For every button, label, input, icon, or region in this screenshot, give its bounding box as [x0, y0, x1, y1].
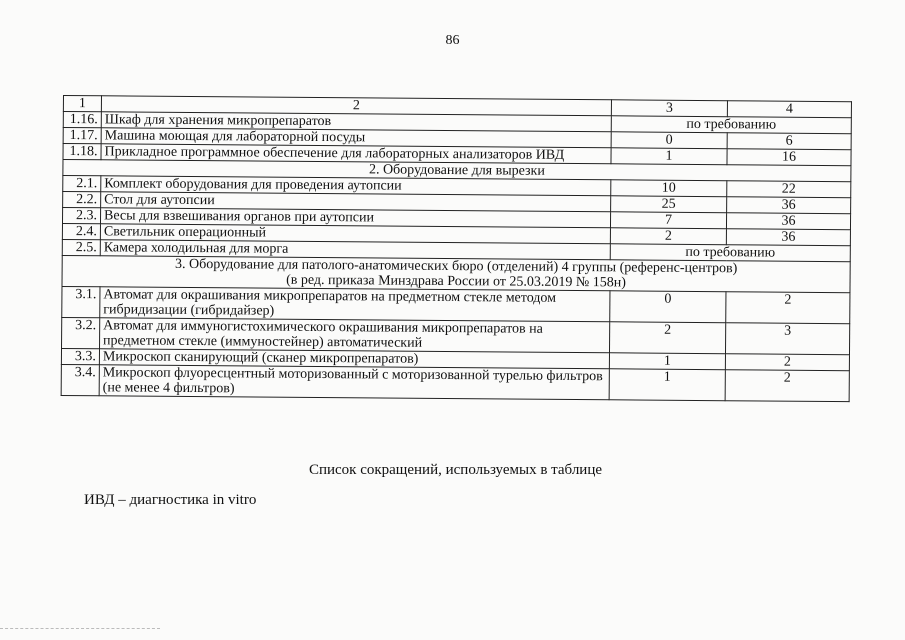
quantity-merged: по требованию — [610, 244, 850, 262]
section-title: 2. Оборудование для вырезки — [63, 160, 851, 182]
quantity-col4: 36 — [726, 213, 850, 230]
item-number: 2.1. — [63, 176, 101, 192]
item-name: Весы для взвешивания органов при аутопсии — [100, 208, 610, 228]
quantity-col3: 2 — [610, 228, 726, 245]
header-cell: 3 — [611, 100, 727, 117]
item-number: 1.17. — [63, 128, 101, 144]
scan-artifact — [0, 628, 160, 632]
quantity-col3: 1 — [609, 369, 725, 401]
item-name: Камера холодильная для морга — [100, 240, 610, 260]
item-name: Автомат для окрашивания микропрепаратов на предметном стекле методом гибридизации (гибридайзер) — [100, 287, 610, 322]
quantity-col4: 36 — [726, 229, 850, 246]
header-cell: 4 — [727, 101, 851, 118]
item-number: 3.3. — [61, 348, 99, 364]
item-number: 3.1. — [62, 286, 100, 317]
quantity-col4: 36 — [727, 197, 851, 214]
quantity-col4: 2 — [725, 354, 849, 371]
quantity-col4: 22 — [727, 181, 851, 198]
abbreviations-caption: Список сокращений, используемых в таблице — [308, 462, 603, 478]
item-number: 2.5. — [62, 239, 100, 255]
quantity-col4: 16 — [727, 149, 851, 166]
item-number: 2.4. — [62, 223, 100, 239]
quantity-merged: по требованию — [611, 116, 851, 134]
quantity-col3: 0 — [610, 291, 726, 323]
page-number: 86 — [445, 33, 460, 48]
item-name: Шкаф для хранения микропрепаратов — [101, 112, 611, 132]
header-cell: 2 — [101, 96, 611, 116]
quantity-col3: 2 — [609, 322, 725, 354]
quantity-col4: 2 — [725, 370, 849, 402]
quantity-col3: 1 — [611, 148, 727, 165]
equipment-table — [61, 95, 852, 402]
item-name: Автомат для иммуногистохимического окрашивания микропрепаратов на предметном стекле (иммуностейнер) автоматический — [100, 318, 610, 353]
equipment-table-container — [61, 95, 851, 402]
item-name: Стол для аутопсии — [101, 192, 611, 212]
item-number: 2.2. — [63, 192, 101, 208]
quantity-col3: 7 — [610, 212, 726, 229]
table-row — [61, 364, 849, 401]
quantity-col3: 25 — [611, 196, 727, 213]
item-number: 3.2. — [62, 317, 100, 348]
item-name: Прикладное программное обеспечение для лабораторных анализаторов ИВД — [101, 144, 611, 164]
header-cell: 1 — [63, 96, 101, 112]
item-name: Микроскоп флуоресцентный моторизованный с моторизованной турелью фильтров (не менее 4 фильтров) — [99, 365, 609, 400]
item-number: 2.3. — [62, 208, 100, 224]
item-number: 3.4. — [61, 364, 99, 395]
quantity-col3: 0 — [611, 132, 727, 149]
item-name: Микроскоп сканирующий (сканер микропрепаратов) — [99, 349, 609, 369]
quantity-col4: 3 — [725, 323, 849, 355]
quantity-col3: 1 — [609, 353, 725, 370]
quantity-col3: 10 — [611, 180, 727, 197]
item-name: Светильник операционный — [100, 224, 610, 244]
item-name: Машина моющая для лабораторной посуды — [101, 128, 611, 148]
section-title: 3. Оборудование для патолого-анатомических бюро (отделений) 4 группы (референс-центров) (в ред. приказа Минздрава России от 25.03.2019 № 158н) — [62, 255, 850, 292]
item-number: 1.16. — [63, 112, 101, 128]
item-number: 1.18. — [63, 144, 101, 160]
quantity-col4: 2 — [726, 292, 850, 324]
abbreviation-entry: ИВД – диагностика in vitro — [84, 492, 257, 508]
item-name: Комплект оборудования для проведения аутопсии — [101, 176, 611, 196]
quantity-col4: 6 — [727, 133, 851, 150]
